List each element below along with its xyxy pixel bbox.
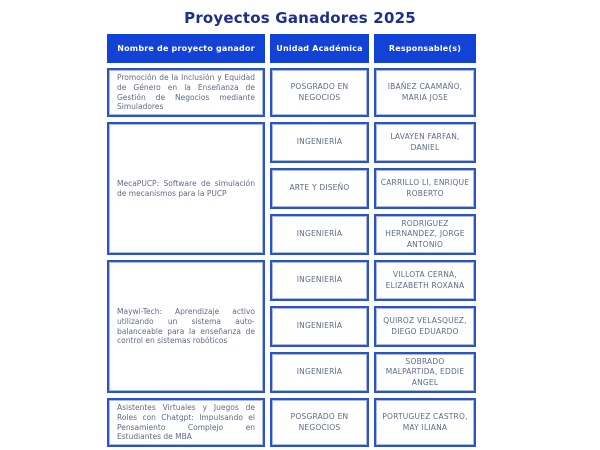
unit-cell: INGENIERÍA — [270, 306, 369, 347]
winners-table — [107, 34, 476, 447]
table-group — [107, 122, 476, 255]
table-header-row — [107, 34, 476, 63]
unit-cell: INGENIERÍA — [270, 352, 369, 393]
responsible-cell: CARRILLO LI, ENRIQUE ROBERTO — [374, 168, 476, 209]
responsible-cell: PORTUGUEZ CASTRO, MAY ILIANA — [374, 398, 476, 447]
page-title: Proyectos Ganadores 2025 — [184, 9, 416, 27]
unit-cell: POSGRADO EN NEGOCIOS — [270, 398, 369, 447]
unit-cell: POSGRADO EN NEGOCIOS — [270, 68, 369, 117]
project-cell: Promoción de la Inclusión y Equidad de Género en la Enseñanza de Gestión de Negocios mediante Simuladores — [107, 68, 265, 117]
responsible-cell: SOBRADO MALPARTIDA, EDDIE ANGEL — [374, 352, 476, 393]
header-responsible: Responsable(s) — [374, 34, 476, 63]
unit-cell: INGENIERÍA — [270, 214, 369, 255]
unit-cell: ARTE Y DISEÑO — [270, 168, 369, 209]
responsible-cell: VILLOTA CERNA, ELIZABETH ROXANA — [374, 260, 476, 301]
unit-cell: INGENIERÍA — [270, 122, 369, 163]
table-groups — [107, 68, 476, 447]
responsible-cell: IBAÑEZ CAAMAÑO, MARIA JOSE — [374, 68, 476, 117]
project-cell: Asistentes Virtuales y Juegos de Roles con Chatgpt: Impulsando el Pensamiento Complejo en Estudiantes de MBA — [107, 398, 265, 447]
responsible-cell: QUIROZ VELASQUEZ, DIEGO EDUARDO — [374, 306, 476, 347]
table-group — [107, 68, 476, 117]
project-cell: Maywi-Tech: Aprendizaje activo utilizando un sistema auto-balanceable para la enseñanza de control en sistemas robóticos — [107, 260, 265, 393]
table-group — [107, 398, 476, 447]
responsible-cell: LAVAYEN FARFAN, DANIEL — [374, 122, 476, 163]
responsible-cell: RODRIGUEZ HERNANDEZ, JORGE ANTONIO — [374, 214, 476, 255]
table-group — [107, 260, 476, 393]
project-cell: MecaPUCP: Software de simulación de mecanismos para la PUCP — [107, 122, 265, 255]
header-academic-unit: Unidad Académica — [270, 34, 369, 63]
unit-cell: INGENIERÍA — [270, 260, 369, 301]
header-project-name: Nombre de proyecto ganador — [107, 34, 265, 63]
